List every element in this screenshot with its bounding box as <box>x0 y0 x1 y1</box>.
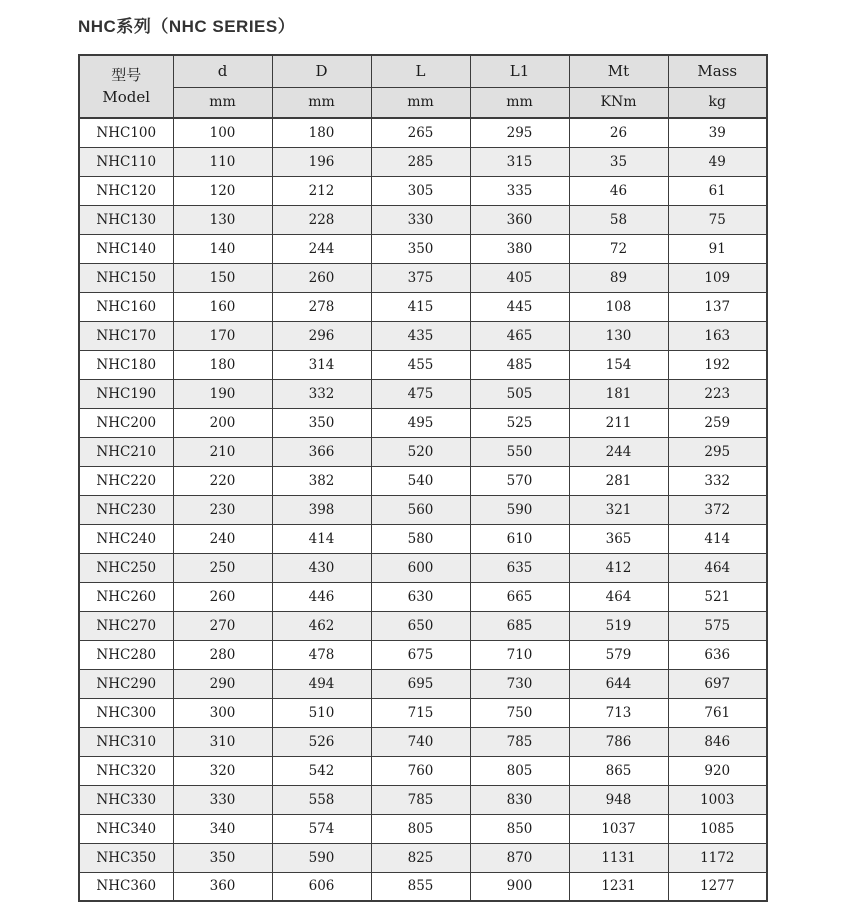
value-cell: 825 <box>371 843 470 872</box>
value-cell: 1085 <box>668 814 767 843</box>
value-cell: 805 <box>470 756 569 785</box>
value-cell: 61 <box>668 176 767 205</box>
value-cell: 320 <box>173 756 272 785</box>
table-row <box>79 176 767 205</box>
value-cell: 330 <box>371 205 470 234</box>
value-cell: 220 <box>173 466 272 495</box>
value-cell: 550 <box>470 437 569 466</box>
value-cell: 475 <box>371 379 470 408</box>
value-cell: 260 <box>272 263 371 292</box>
table-row <box>79 727 767 756</box>
value-cell: 75 <box>668 205 767 234</box>
value-cell: 579 <box>569 640 668 669</box>
table-row <box>79 321 767 350</box>
value-cell: 870 <box>470 843 569 872</box>
model-cell: NHC150 <box>79 263 173 292</box>
value-cell: 644 <box>569 669 668 698</box>
model-cell: NHC140 <box>79 234 173 263</box>
value-cell: 360 <box>173 872 272 901</box>
value-cell: 223 <box>668 379 767 408</box>
value-cell: 332 <box>272 379 371 408</box>
value-cell: 415 <box>371 292 470 321</box>
value-cell: 109 <box>668 263 767 292</box>
value-cell: 296 <box>272 321 371 350</box>
value-cell: 190 <box>173 379 272 408</box>
value-cell: 414 <box>668 524 767 553</box>
value-cell: 340 <box>173 814 272 843</box>
unit-Mass: kg <box>668 87 767 118</box>
value-cell: 210 <box>173 437 272 466</box>
table-body <box>79 118 767 901</box>
value-cell: 49 <box>668 147 767 176</box>
value-cell: 730 <box>470 669 569 698</box>
header-model <box>79 55 173 118</box>
value-cell: 305 <box>371 176 470 205</box>
value-cell: 300 <box>173 698 272 727</box>
value-cell: 590 <box>272 843 371 872</box>
value-cell: 740 <box>371 727 470 756</box>
table-row <box>79 582 767 611</box>
value-cell: 150 <box>173 263 272 292</box>
value-cell: 1277 <box>668 872 767 901</box>
model-cell: NHC200 <box>79 408 173 437</box>
header-unit-row <box>79 87 767 118</box>
value-cell: 575 <box>668 611 767 640</box>
value-cell: 495 <box>371 408 470 437</box>
value-cell: 100 <box>173 118 272 147</box>
unit-d: mm <box>173 87 272 118</box>
value-cell: 278 <box>272 292 371 321</box>
value-cell: 280 <box>173 640 272 669</box>
value-cell: 830 <box>470 785 569 814</box>
table-row <box>79 495 767 524</box>
value-cell: 650 <box>371 611 470 640</box>
value-cell: 412 <box>569 553 668 582</box>
value-cell: 212 <box>272 176 371 205</box>
value-cell: 180 <box>272 118 371 147</box>
value-cell: 72 <box>569 234 668 263</box>
value-cell: 455 <box>371 350 470 379</box>
value-cell: 91 <box>668 234 767 263</box>
value-cell: 635 <box>470 553 569 582</box>
value-cell: 526 <box>272 727 371 756</box>
table-row <box>79 553 767 582</box>
value-cell: 211 <box>569 408 668 437</box>
value-cell: 270 <box>173 611 272 640</box>
value-cell: 382 <box>272 466 371 495</box>
model-cell: NHC100 <box>79 118 173 147</box>
value-cell: 365 <box>569 524 668 553</box>
value-cell: 330 <box>173 785 272 814</box>
nhc-series-table <box>78 54 768 902</box>
model-cell: NHC230 <box>79 495 173 524</box>
table-row <box>79 408 767 437</box>
value-cell: 805 <box>371 814 470 843</box>
header-model-cn: 型号 <box>111 65 142 84</box>
model-cell: NHC360 <box>79 872 173 901</box>
value-cell: 494 <box>272 669 371 698</box>
value-cell: 606 <box>272 872 371 901</box>
value-cell: 350 <box>173 843 272 872</box>
table-row <box>79 872 767 901</box>
table-row <box>79 785 767 814</box>
header-col-L: L <box>371 55 470 87</box>
value-cell: 26 <box>569 118 668 147</box>
value-cell: 574 <box>272 814 371 843</box>
value-cell: 785 <box>470 727 569 756</box>
table-row <box>79 466 767 495</box>
model-cell: NHC340 <box>79 814 173 843</box>
model-cell: NHC170 <box>79 321 173 350</box>
value-cell: 485 <box>470 350 569 379</box>
value-cell: 366 <box>272 437 371 466</box>
value-cell: 260 <box>173 582 272 611</box>
value-cell: 1003 <box>668 785 767 814</box>
value-cell: 600 <box>371 553 470 582</box>
value-cell: 630 <box>371 582 470 611</box>
value-cell: 281 <box>569 466 668 495</box>
table-row <box>79 756 767 785</box>
model-cell: NHC220 <box>79 466 173 495</box>
value-cell: 332 <box>668 466 767 495</box>
header-col-Mt: Mt <box>569 55 668 87</box>
value-cell: 110 <box>173 147 272 176</box>
value-cell: 315 <box>470 147 569 176</box>
table-header <box>79 55 767 118</box>
model-cell: NHC290 <box>79 669 173 698</box>
model-cell: NHC260 <box>79 582 173 611</box>
model-cell: NHC330 <box>79 785 173 814</box>
value-cell: 137 <box>668 292 767 321</box>
value-cell: 1037 <box>569 814 668 843</box>
value-cell: 196 <box>272 147 371 176</box>
value-cell: 240 <box>173 524 272 553</box>
value-cell: 244 <box>272 234 371 263</box>
value-cell: 414 <box>272 524 371 553</box>
value-cell: 445 <box>470 292 569 321</box>
value-cell: 380 <box>470 234 569 263</box>
value-cell: 230 <box>173 495 272 524</box>
model-cell: NHC320 <box>79 756 173 785</box>
value-cell: 259 <box>668 408 767 437</box>
value-cell: 590 <box>470 495 569 524</box>
value-cell: 130 <box>173 205 272 234</box>
value-cell: 542 <box>272 756 371 785</box>
model-cell: NHC240 <box>79 524 173 553</box>
table-row <box>79 524 767 553</box>
value-cell: 785 <box>371 785 470 814</box>
value-cell: 519 <box>569 611 668 640</box>
value-cell: 865 <box>569 756 668 785</box>
header-col-Mass: Mass <box>668 55 767 87</box>
value-cell: 360 <box>470 205 569 234</box>
value-cell: 290 <box>173 669 272 698</box>
model-cell: NHC210 <box>79 437 173 466</box>
value-cell: 180 <box>173 350 272 379</box>
value-cell: 435 <box>371 321 470 350</box>
model-cell: NHC190 <box>79 379 173 408</box>
value-cell: 39 <box>668 118 767 147</box>
header-col-d: d <box>173 55 272 87</box>
value-cell: 465 <box>470 321 569 350</box>
value-cell: 1131 <box>569 843 668 872</box>
value-cell: 521 <box>668 582 767 611</box>
value-cell: 314 <box>272 350 371 379</box>
value-cell: 430 <box>272 553 371 582</box>
value-cell: 108 <box>569 292 668 321</box>
unit-L: mm <box>371 87 470 118</box>
table-row <box>79 350 767 379</box>
unit-L1: mm <box>470 87 569 118</box>
value-cell: 846 <box>668 727 767 756</box>
value-cell: 228 <box>272 205 371 234</box>
value-cell: 250 <box>173 553 272 582</box>
value-cell: 295 <box>668 437 767 466</box>
unit-Mt: KNm <box>569 87 668 118</box>
table-row <box>79 437 767 466</box>
value-cell: 446 <box>272 582 371 611</box>
value-cell: 510 <box>272 698 371 727</box>
header-col-D: D <box>272 55 371 87</box>
value-cell: 181 <box>569 379 668 408</box>
value-cell: 570 <box>470 466 569 495</box>
table-row <box>79 698 767 727</box>
model-cell: NHC280 <box>79 640 173 669</box>
value-cell: 710 <box>470 640 569 669</box>
value-cell: 1231 <box>569 872 668 901</box>
value-cell: 295 <box>470 118 569 147</box>
value-cell: 375 <box>371 263 470 292</box>
model-cell: NHC310 <box>79 727 173 756</box>
table-row <box>79 843 767 872</box>
value-cell: 685 <box>470 611 569 640</box>
table-row <box>79 147 767 176</box>
value-cell: 525 <box>470 408 569 437</box>
header-col-L1: L1 <box>470 55 569 87</box>
value-cell: 464 <box>668 553 767 582</box>
model-cell: NHC110 <box>79 147 173 176</box>
value-cell: 160 <box>173 292 272 321</box>
value-cell: 350 <box>272 408 371 437</box>
value-cell: 761 <box>668 698 767 727</box>
value-cell: 130 <box>569 321 668 350</box>
value-cell: 636 <box>668 640 767 669</box>
value-cell: 163 <box>668 321 767 350</box>
model-cell: NHC180 <box>79 350 173 379</box>
table-row <box>79 669 767 698</box>
value-cell: 350 <box>371 234 470 263</box>
value-cell: 154 <box>569 350 668 379</box>
value-cell: 170 <box>173 321 272 350</box>
value-cell: 244 <box>569 437 668 466</box>
value-cell: 58 <box>569 205 668 234</box>
value-cell: 478 <box>272 640 371 669</box>
table-row <box>79 118 767 147</box>
value-cell: 855 <box>371 872 470 901</box>
value-cell: 89 <box>569 263 668 292</box>
value-cell: 405 <box>470 263 569 292</box>
value-cell: 713 <box>569 698 668 727</box>
value-cell: 900 <box>470 872 569 901</box>
value-cell: 580 <box>371 524 470 553</box>
table-row <box>79 234 767 263</box>
value-cell: 665 <box>470 582 569 611</box>
table-row <box>79 814 767 843</box>
value-cell: 192 <box>668 350 767 379</box>
value-cell: 850 <box>470 814 569 843</box>
value-cell: 760 <box>371 756 470 785</box>
value-cell: 398 <box>272 495 371 524</box>
value-cell: 200 <box>173 408 272 437</box>
table-row <box>79 263 767 292</box>
value-cell: 140 <box>173 234 272 263</box>
model-cell: NHC300 <box>79 698 173 727</box>
model-cell: NHC250 <box>79 553 173 582</box>
value-cell: 540 <box>371 466 470 495</box>
value-cell: 310 <box>173 727 272 756</box>
header-symbol-row <box>79 55 767 87</box>
table-row <box>79 205 767 234</box>
value-cell: 675 <box>371 640 470 669</box>
value-cell: 520 <box>371 437 470 466</box>
value-cell: 920 <box>668 756 767 785</box>
model-cell: NHC350 <box>79 843 173 872</box>
table-row <box>79 379 767 408</box>
value-cell: 462 <box>272 611 371 640</box>
unit-D: mm <box>272 87 371 118</box>
value-cell: 372 <box>668 495 767 524</box>
page-title: NHC系列（NHC SERIES） <box>78 17 296 36</box>
table-row <box>79 640 767 669</box>
value-cell: 335 <box>470 176 569 205</box>
value-cell: 464 <box>569 582 668 611</box>
value-cell: 1172 <box>668 843 767 872</box>
value-cell: 321 <box>569 495 668 524</box>
model-cell: NHC270 <box>79 611 173 640</box>
value-cell: 505 <box>470 379 569 408</box>
value-cell: 285 <box>371 147 470 176</box>
table-row <box>79 611 767 640</box>
value-cell: 695 <box>371 669 470 698</box>
value-cell: 46 <box>569 176 668 205</box>
model-cell: NHC160 <box>79 292 173 321</box>
value-cell: 35 <box>569 147 668 176</box>
value-cell: 750 <box>470 698 569 727</box>
value-cell: 265 <box>371 118 470 147</box>
value-cell: 715 <box>371 698 470 727</box>
value-cell: 610 <box>470 524 569 553</box>
model-cell: NHC120 <box>79 176 173 205</box>
value-cell: 697 <box>668 669 767 698</box>
value-cell: 948 <box>569 785 668 814</box>
value-cell: 786 <box>569 727 668 756</box>
value-cell: 120 <box>173 176 272 205</box>
model-cell: NHC130 <box>79 205 173 234</box>
header-model-en: Model <box>102 87 151 106</box>
value-cell: 558 <box>272 785 371 814</box>
table-row <box>79 292 767 321</box>
value-cell: 560 <box>371 495 470 524</box>
